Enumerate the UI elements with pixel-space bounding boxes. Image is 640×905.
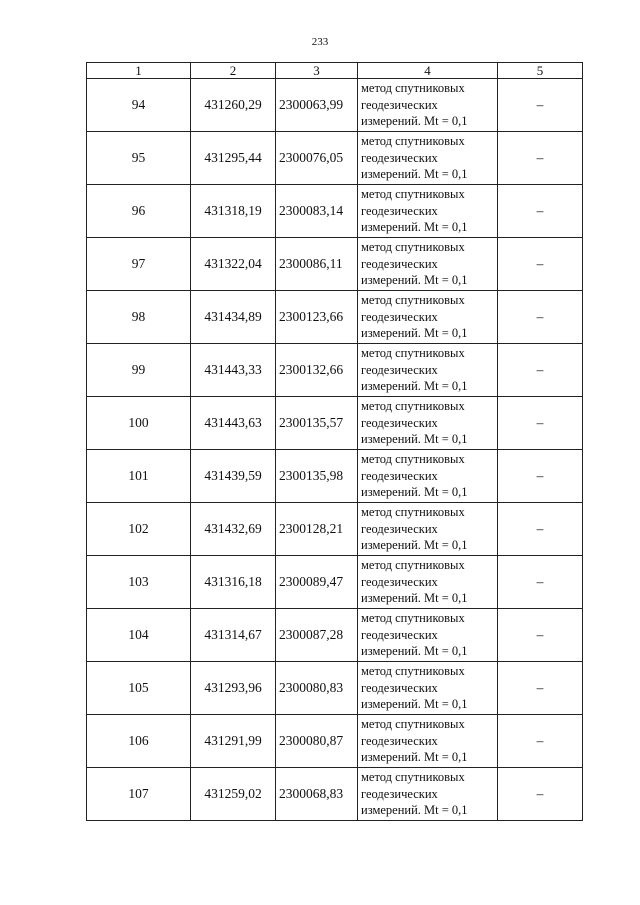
point-number-cell: 102	[87, 503, 191, 556]
method-cell: метод спутниковых геодезических измерений. Mt = 0,1	[358, 238, 498, 291]
coordinate-x-cell: 431443,63	[191, 397, 276, 450]
point-number-cell: 105	[87, 662, 191, 715]
point-number-cell: 107	[87, 768, 191, 821]
coordinate-y-cell: 2300068,83	[276, 768, 358, 821]
coordinate-y-cell: 2300128,21	[276, 503, 358, 556]
coordinate-y-cell: 2300086,11	[276, 238, 358, 291]
note-cell: –	[498, 79, 583, 132]
coordinate-y-cell: 2300135,98	[276, 450, 358, 503]
note-cell: –	[498, 768, 583, 821]
method-cell: метод спутниковых геодезических измерений. Mt = 0,1	[358, 79, 498, 132]
coordinate-x-cell: 431322,04	[191, 238, 276, 291]
note-cell: –	[498, 503, 583, 556]
coordinate-x-cell: 431259,02	[191, 768, 276, 821]
table-row	[87, 715, 583, 768]
note-cell: –	[498, 291, 583, 344]
coordinate-x-cell: 431443,33	[191, 344, 276, 397]
method-cell: метод спутниковых геодезических измерений. Mt = 0,1	[358, 715, 498, 768]
table-row	[87, 768, 583, 821]
point-number-cell: 101	[87, 450, 191, 503]
coordinate-x-cell: 431260,29	[191, 79, 276, 132]
coordinate-x-cell: 431291,99	[191, 715, 276, 768]
coordinate-x-cell: 431293,96	[191, 662, 276, 715]
method-cell: метод спутниковых геодезических измерений. Mt = 0,1	[358, 768, 498, 821]
coordinate-y-cell: 2300076,05	[276, 132, 358, 185]
table-row	[87, 132, 583, 185]
method-cell: метод спутниковых геодезических измерений. Mt = 0,1	[358, 132, 498, 185]
table-row	[87, 238, 583, 291]
note-cell: –	[498, 662, 583, 715]
table-row	[87, 185, 583, 238]
note-cell: –	[498, 185, 583, 238]
method-cell: метод спутниковых геодезических измерений. Mt = 0,1	[358, 609, 498, 662]
column-header: 2	[191, 63, 276, 79]
table-header-row	[87, 63, 583, 79]
table-row	[87, 344, 583, 397]
coordinate-x-cell: 431318,19	[191, 185, 276, 238]
column-header: 3	[276, 63, 358, 79]
coordinate-x-cell: 431314,67	[191, 609, 276, 662]
coordinate-y-cell: 2300080,87	[276, 715, 358, 768]
method-cell: метод спутниковых геодезических измерений. Mt = 0,1	[358, 556, 498, 609]
coordinate-y-cell: 2300135,57	[276, 397, 358, 450]
coordinate-x-cell: 431439,59	[191, 450, 276, 503]
note-cell: –	[498, 556, 583, 609]
point-number-cell: 96	[87, 185, 191, 238]
note-cell: –	[498, 344, 583, 397]
coordinate-x-cell: 431316,18	[191, 556, 276, 609]
table-body	[87, 79, 583, 821]
method-cell: метод спутниковых геодезических измерений. Mt = 0,1	[358, 344, 498, 397]
table-row	[87, 556, 583, 609]
point-number-cell: 97	[87, 238, 191, 291]
table-row	[87, 662, 583, 715]
note-cell: –	[498, 397, 583, 450]
method-cell: метод спутниковых геодезических измерений. Mt = 0,1	[358, 291, 498, 344]
column-header: 4	[358, 63, 498, 79]
method-cell: метод спутниковых геодезических измерений. Mt = 0,1	[358, 397, 498, 450]
column-header: 5	[498, 63, 583, 79]
coordinate-y-cell: 2300080,83	[276, 662, 358, 715]
table-row	[87, 79, 583, 132]
point-number-cell: 98	[87, 291, 191, 344]
point-number-cell: 100	[87, 397, 191, 450]
table-row	[87, 503, 583, 556]
table-row	[87, 397, 583, 450]
table-row	[87, 291, 583, 344]
coordinate-y-cell: 2300087,28	[276, 609, 358, 662]
point-number-cell: 104	[87, 609, 191, 662]
coordinates-table	[86, 62, 583, 821]
table-row	[87, 609, 583, 662]
coordinate-y-cell: 2300083,14	[276, 185, 358, 238]
coordinate-y-cell: 2300089,47	[276, 556, 358, 609]
coordinate-x-cell: 431434,89	[191, 291, 276, 344]
coordinate-y-cell: 2300132,66	[276, 344, 358, 397]
coordinate-x-cell: 431432,69	[191, 503, 276, 556]
method-cell: метод спутниковых геодезических измерений. Mt = 0,1	[358, 185, 498, 238]
point-number-cell: 103	[87, 556, 191, 609]
point-number-cell: 94	[87, 79, 191, 132]
coordinate-y-cell: 2300063,99	[276, 79, 358, 132]
note-cell: –	[498, 715, 583, 768]
note-cell: –	[498, 450, 583, 503]
point-number-cell: 106	[87, 715, 191, 768]
page-number: 233	[311, 36, 329, 48]
table-row	[87, 450, 583, 503]
point-number-cell: 99	[87, 344, 191, 397]
coordinate-y-cell: 2300123,66	[276, 291, 358, 344]
note-cell: –	[498, 609, 583, 662]
point-number-cell: 95	[87, 132, 191, 185]
note-cell: –	[498, 238, 583, 291]
coordinate-x-cell: 431295,44	[191, 132, 276, 185]
method-cell: метод спутниковых геодезических измерений. Mt = 0,1	[358, 662, 498, 715]
method-cell: метод спутниковых геодезических измерений. Mt = 0,1	[358, 450, 498, 503]
method-cell: метод спутниковых геодезических измерений. Mt = 0,1	[358, 503, 498, 556]
note-cell: –	[498, 132, 583, 185]
column-header: 1	[87, 63, 191, 79]
